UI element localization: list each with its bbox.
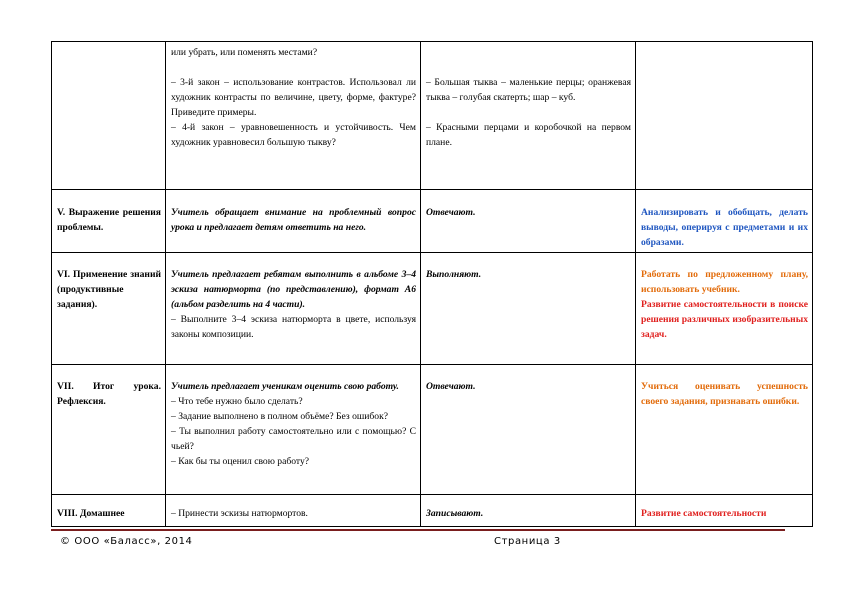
stage-cell: VI. Применение знаний (продуктивные задания). — [52, 253, 166, 365]
table-row — [52, 42, 813, 190]
spacer — [426, 105, 631, 120]
teacher-text: Учитель обращает внимание на проблемный вопрос урока и предлагает детям ответить на него. — [171, 207, 416, 233]
footer-copyright: © ООО «Баласс», 2014 — [60, 536, 193, 547]
students-text: Выполняют. — [426, 269, 482, 280]
uud-cell — [636, 42, 813, 190]
students-activity-cell — [421, 495, 636, 527]
footer-divider — [51, 529, 785, 531]
students-text: Отвечают. — [426, 381, 476, 392]
teacher-activity-cell — [166, 190, 421, 253]
teacher-text: – Как бы ты оценил свою работу? — [171, 456, 310, 467]
uud-text: Работать по предложенному плану, использовать учебник. — [641, 269, 808, 295]
uud-text: Развитие самостоятельности в поиске решения различных изобразительных задач. — [641, 299, 808, 340]
lesson-plan-table — [51, 41, 813, 527]
teacher-text: – Выполните 3–4 эскиза натюрморта в цвете, используя законы композиции. — [171, 314, 416, 340]
teacher-text: – 3-й закон – использование контрастов. Использовал ли художник контрасты по величине, цвету, форме, фактуре? Приведите примеры. — [171, 77, 416, 118]
students-text: – Большая тыква – маленькие перцы; оранжевая тыква – голубая скатерть; шар – куб. — [426, 77, 631, 103]
teacher-text: или убрать, или поменять местами? — [171, 47, 318, 58]
stage-cell: V. Выражение решения проблемы. — [52, 190, 166, 253]
students-text: Записывают. — [426, 508, 484, 519]
stage-cell — [52, 42, 166, 190]
table-row — [52, 495, 813, 527]
uud-text: Учиться оценивать успешность своего задания, признавать ошибки. — [641, 381, 808, 407]
footer-page-number: Страница 3 — [494, 536, 561, 547]
spacer — [426, 45, 631, 60]
table-row — [52, 190, 813, 253]
teacher-text: Учитель предлагает ребятам выполнить в альбоме 3–4 эскиза натюрморта (по представлению), формат А6 (альбом разделить на 4 части). — [171, 269, 416, 310]
teacher-activity-cell — [166, 42, 421, 190]
teacher-text: – Ты выполнил работу самостоятельно или с помощью? С чьей? — [171, 426, 416, 452]
teacher-text: – 4-й закон – уравновешенность и устойчивость. Чем художник уравновесил большую тыкву? — [171, 122, 416, 148]
students-activity-cell — [421, 190, 636, 253]
spacer — [426, 60, 631, 75]
students-activity-cell — [421, 42, 636, 190]
uud-cell — [636, 495, 813, 527]
uud-text: Анализировать и обобщать, делать выводы, оперируя с предметами и их образами. — [641, 207, 808, 248]
uud-cell — [636, 365, 813, 495]
teacher-text: – Что тебе нужно было сделать? — [171, 396, 303, 407]
teacher-activity-cell — [166, 495, 421, 527]
table-row — [52, 365, 813, 495]
students-activity-cell — [421, 253, 636, 365]
teacher-text: – Задание выполнено в полном объёме? Без ошибок? — [171, 411, 388, 422]
stage-cell: VII. Итог урока. Рефлексия. — [52, 365, 166, 495]
students-activity-cell — [421, 365, 636, 495]
teacher-activity-cell — [166, 253, 421, 365]
table-row — [52, 253, 813, 365]
students-text: – Красными перцами и коробочкой на первом плане. — [426, 122, 631, 148]
uud-text: Развитие самостоятельности — [641, 508, 767, 519]
teacher-text: – Принести эскизы натюрмортов. — [171, 508, 308, 519]
teacher-text: Учитель предлагает ученикам оценить свою работу. — [171, 381, 399, 392]
stage-cell: VIII. Домашнее — [52, 495, 166, 527]
students-text: Отвечают. — [426, 207, 476, 218]
uud-cell — [636, 190, 813, 253]
teacher-activity-cell — [166, 365, 421, 495]
uud-cell — [636, 253, 813, 365]
spacer — [171, 60, 416, 75]
